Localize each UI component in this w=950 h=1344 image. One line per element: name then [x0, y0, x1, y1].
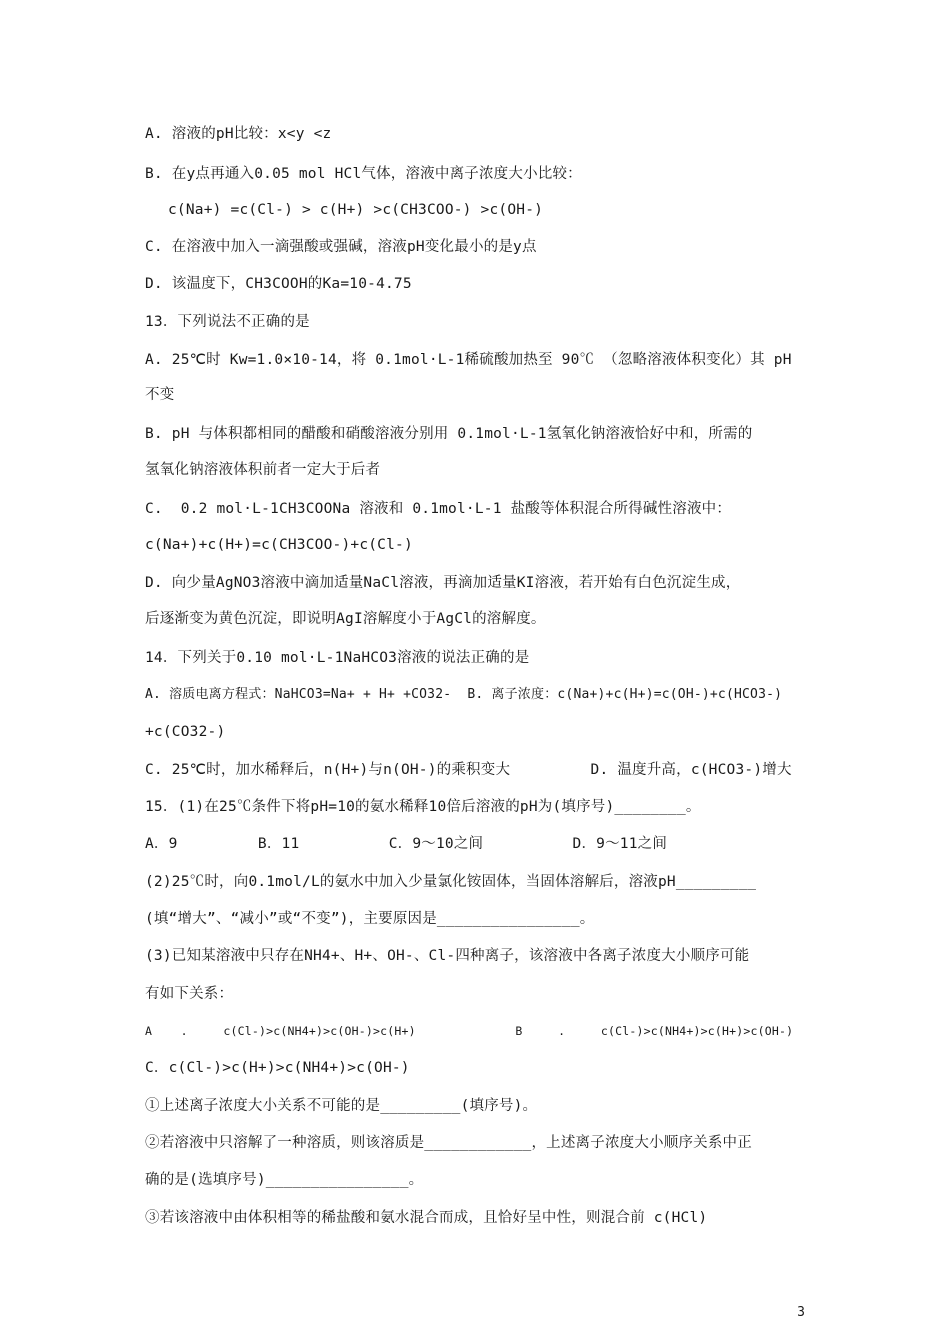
formula-line: c(Na+) =c(Cl-) > c(H+) >c(CH3COO-) >c(OH-): [168, 202, 544, 218]
question-part: ②若溶液中只溶解了一种溶质，则该溶质是____________，上述离子浓度大小顺序关系中正: [145, 1135, 752, 1151]
question-part: 有如下关系：: [145, 986, 234, 1002]
option-line: 氢氧化钠溶液体积前者一定大于后者: [145, 462, 381, 478]
question-part: ①上述离子浓度大小关系不可能的是_________(填序号)。: [145, 1098, 538, 1114]
question-title: 15．(1)在25℃条件下将pH=10的氨水稀释10倍后溶液的pH为(填序号)________。: [145, 799, 701, 815]
option-line: B. 在y点再通入0.05 mol HCl气体，溶液中离子浓度大小比较：: [145, 166, 582, 182]
option-line: A. 溶质电离方程式：NaHCO3=Na+ + H+ +CO32- B. 离子浓度：c(Na+)+c(H+)=c(OH-)+c(HCO3-): [145, 687, 783, 702]
option-line: A. 25℃时 Kw=1.0×10-14，将 0.1mol·L-1稀硫酸加热至 90℃ （忽略溶液体积变化）其 pH: [145, 352, 792, 368]
option-line: C. 25℃时，加水稀释后，n(H+)与n(OH-)的乘积变大 D. 温度升高，c(HCO3-)增大: [145, 762, 792, 778]
question-part: (填“增大”、“减小”或“不变”)，主要原因是________________。: [145, 911, 595, 927]
option-line: C. 在溶液中加入一滴强酸或强碱，溶液pH变化最小的是y点: [145, 239, 537, 255]
option-line: A . c(Cl-)>c(NH4+)>c(OH-)>c(H+) B . c(Cl-)>c(NH4+)>c(H+)>c(OH-): [145, 1024, 794, 1038]
option-line: C．c(Cl-)>c(H+)>c(NH4+)>c(OH-): [145, 1060, 410, 1076]
question-title: 14．下列关于0.10 mol·L-1NaHCO3溶液的说法正确的是: [145, 650, 530, 666]
question-part: (2)25℃时，向0.1mol/L的氨水中加入少量氯化铵固体，当固体溶解后，溶液pH_________: [145, 874, 757, 890]
question-part: 确的是(选填序号)________________。: [145, 1172, 424, 1188]
option-line: 不变: [145, 387, 175, 403]
option-line: B. pH 与体积都相同的醋酸和硝酸溶液分别用 0.1mol·L-1氢氧化钠溶液恰好中和，所需的: [145, 426, 753, 442]
formula-line: +c(CO32-): [145, 724, 226, 740]
question-title: 13．下列说法不正确的是: [145, 314, 310, 330]
option-line: A．9 B．11 C．9～10之间 D．9～11之间: [145, 836, 668, 852]
option-line: A. 溶液的pH比较：x<y <z: [145, 126, 332, 142]
option-line: C. 0.2 mol·L-1CH3COONa 溶液和 0.1mol·L-1 盐酸等体积混合所得碱性溶液中：: [145, 501, 732, 517]
option-line: 后逐渐变为黄色沉淀，即说明AgI溶解度小于AgCl的溶解度。: [145, 611, 546, 627]
question-part: ③若该溶液中由体积相等的稀盐酸和氨水混合而成，且恰好呈中性，则混合前 c(HCl): [145, 1210, 708, 1226]
option-line: D. 向少量AgNO3溶液中滴加适量NaCl溶液，再滴加适量KI溶液，若开始有白色沉淀生成，: [145, 575, 741, 591]
formula-line: c(Na+)+c(H+)=c(CH3COO-)+c(Cl-): [145, 537, 413, 553]
page-number: 3: [797, 1305, 805, 1320]
question-part: (3)已知某溶液中只存在NH4+、H+、OH-、Cl-四种离子，该溶液中各离子浓度大小顺序可能: [145, 948, 750, 964]
option-line: D. 该温度下，CH3COOH的Ka=10-4.75: [145, 276, 412, 292]
